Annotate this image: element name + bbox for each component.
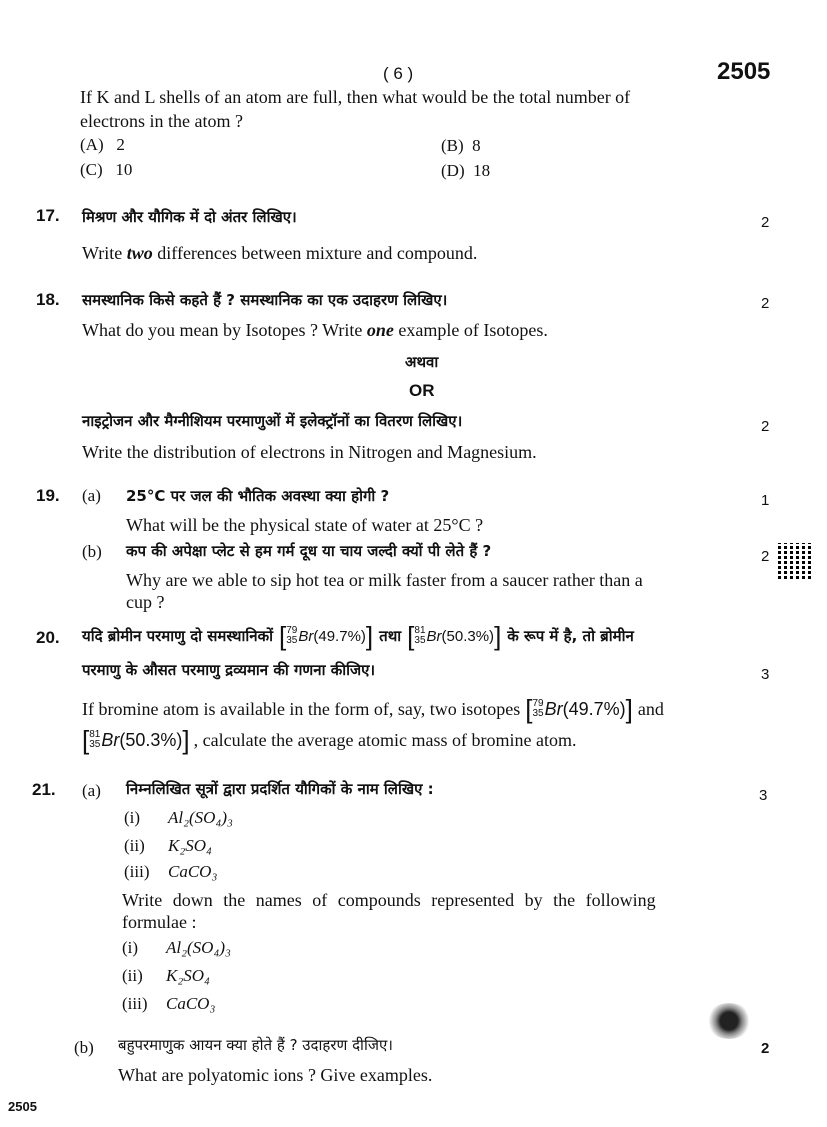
q17-hindi: मिश्रण और यौगिक में दो अंतर लिखिए। — [82, 208, 297, 226]
or-hindi: अथवा — [405, 353, 439, 371]
option-label: (A) — [80, 135, 104, 154]
footer-code: 2505 — [8, 1099, 37, 1114]
qr-code — [778, 543, 814, 579]
or-english: OR — [409, 381, 435, 400]
formula-3 — [124, 862, 217, 882]
q18-marks: 2 — [761, 295, 770, 312]
q17-number: 17. — [36, 206, 60, 225]
q18-alt-marks: 2 — [761, 418, 770, 435]
option-value: 18 — [473, 161, 491, 180]
atomic-number: 35 — [414, 635, 426, 646]
q18-english — [82, 320, 548, 341]
abundance: (49.7%) — [562, 698, 626, 719]
q21a-english-2: formulae : — [122, 912, 197, 932]
q16-option-a — [80, 135, 125, 155]
text: , calculate the average atomic mass of bromine atom. — [193, 729, 577, 750]
q21b-english: What are polyatomic ions ? Give examples. — [118, 1065, 433, 1085]
symbol: Br — [101, 729, 120, 750]
text: differences between mixture and compound. — [152, 243, 478, 263]
label: (i) — [122, 938, 139, 957]
formula: Al₂(SO₄)₃ — [166, 938, 231, 957]
paper-code: 2505 — [717, 58, 771, 85]
emphasis: one — [366, 320, 394, 340]
symbol: Br — [298, 627, 314, 645]
q19b-hindi: कप की अपेक्षा प्लेट से हम गर्म दूध या चाय जल्दी क्यों पी लेते हैं ? — [126, 542, 492, 560]
q19a-hindi: 25°C पर जल की भौतिक अवस्था क्या होगी ? — [126, 487, 390, 505]
q16-text-2: electrons in the atom ? — [80, 111, 243, 131]
option-label: (B) — [441, 136, 464, 155]
label: (i) — [124, 808, 141, 827]
option-label: (D) — [441, 161, 465, 180]
q20-english-2 — [82, 727, 576, 753]
q21b-label: (b) — [74, 1038, 94, 1057]
q16-option-c — [80, 160, 132, 180]
isotope-br79: [ 79 35 Br (49.7%) ] — [525, 694, 633, 724]
text: If bromine atom is available in the form of, say, two isotopes — [82, 698, 521, 719]
q21a-marks: 3 — [759, 787, 768, 804]
q19a-marks: 1 — [761, 492, 770, 509]
option-value: 10 — [115, 160, 133, 179]
q21a-english-1: Write down the names of compounds represented by the following — [122, 890, 656, 910]
formula: CaCO₃ — [168, 862, 218, 881]
text: यदि ब्रोमीन परमाणु दो समस्थानिकों — [82, 627, 274, 645]
formula-2 — [124, 836, 212, 856]
q20-hindi-1 — [82, 623, 634, 649]
atomic-number: 35 — [532, 708, 544, 719]
label: (iii) — [122, 994, 148, 1013]
formula-2-en — [122, 966, 210, 986]
q19b-english-2: cup ? — [126, 592, 165, 612]
atomic-number: 35 — [89, 739, 101, 750]
q20-english-1 — [82, 696, 664, 722]
isotope-br79: [ 79 35 Br (49.7%) ] — [279, 621, 374, 651]
q21-number: 21. — [32, 780, 56, 799]
q16-text-1: If K and L shells of an atom are full, then what would be the total number of — [80, 87, 631, 107]
q19b-marks: 2 — [761, 548, 770, 565]
q19-number: 19. — [36, 486, 60, 505]
q20-marks: 3 — [761, 666, 770, 683]
option-value: 8 — [472, 136, 481, 155]
q17-english — [82, 243, 477, 264]
ink-smudge — [706, 1003, 752, 1039]
formula-1-en — [122, 938, 231, 958]
abundance: (50.3%) — [119, 729, 183, 750]
text: के रूप में है, तो ब्रोमीन — [507, 627, 634, 645]
q19a-english: What will be the physical state of water at 25°C ? — [126, 515, 484, 535]
formula: K₂SO₄ — [166, 966, 210, 985]
text: Write — [82, 243, 127, 263]
q20-hindi-2: परमाणु के औसत परमाणु द्रव्यमान की गणना कीजिए। — [82, 661, 376, 679]
mass-number: 79 — [532, 698, 544, 709]
q19b-label: (b) — [82, 542, 102, 561]
label: (ii) — [124, 836, 145, 855]
q16-option-b — [441, 136, 481, 156]
isotope-br81: [ 81 35 Br (50.3%) ] — [82, 725, 190, 755]
q19a-label: (a) — [82, 486, 101, 505]
text: example of Isotopes. — [393, 320, 548, 340]
q18-hindi: समस्थानिक किसे कहते हैं ? समस्थानिक का एक उदाहरण लिखिए। — [82, 291, 448, 309]
label: (ii) — [122, 966, 143, 985]
page-number: ( 6 ) — [383, 64, 414, 83]
q21a-hindi: निम्नलिखित सूत्रों द्वारा प्रदर्शित यौगिकों के नाम लिखिए : — [126, 780, 434, 798]
option-value: 2 — [116, 135, 125, 154]
atomic-number: 35 — [286, 635, 298, 646]
abundance: (50.3%) — [441, 627, 495, 645]
mass-number: 81 — [89, 729, 101, 740]
q21b-hindi: बहुपरमाणुक आयन क्या होते हैं ? उदाहरण दीजिए। — [118, 1036, 393, 1054]
q21a-label: (a) — [82, 781, 101, 800]
abundance: (49.7%) — [313, 627, 366, 645]
q18-alt-english: Write the distribution of electrons in Nitrogen and Magnesium. — [82, 442, 537, 462]
text: तथा — [379, 627, 402, 645]
option-label: (C) — [80, 160, 103, 179]
formula: K₂SO₄ — [168, 836, 212, 855]
formula-3-en — [122, 994, 215, 1014]
q17-marks: 2 — [761, 214, 770, 231]
formula: CaCO₃ — [166, 994, 216, 1013]
label: (iii) — [124, 862, 150, 881]
text: and — [637, 698, 664, 719]
emphasis: two — [126, 243, 153, 263]
symbol: Br — [426, 627, 442, 645]
q20-number: 20. — [36, 628, 60, 647]
text: What do you mean by Isotopes ? Write — [82, 320, 367, 340]
isotope-br81: [ 81 35 Br (50.3%) ] — [407, 621, 502, 651]
q19b-english-1: Why are we able to sip hot tea or milk faster from a saucer rather than a — [126, 570, 643, 590]
formula: Al₂(SO₄)₃ — [168, 808, 233, 827]
mass-number: 79 — [286, 625, 298, 636]
q16-option-d — [441, 161, 490, 181]
mass-number: 81 — [414, 625, 426, 636]
symbol: Br — [544, 698, 563, 719]
q18-number: 18. — [36, 290, 60, 309]
q21b-marks: 2 — [761, 1040, 770, 1057]
formula-1 — [124, 808, 233, 828]
q18-alt-hindi: नाइट्रोजन और मैग्नीशियम परमाणुओं में इलेक्ट्रॉनों का वितरण लिखिए। — [82, 412, 463, 430]
